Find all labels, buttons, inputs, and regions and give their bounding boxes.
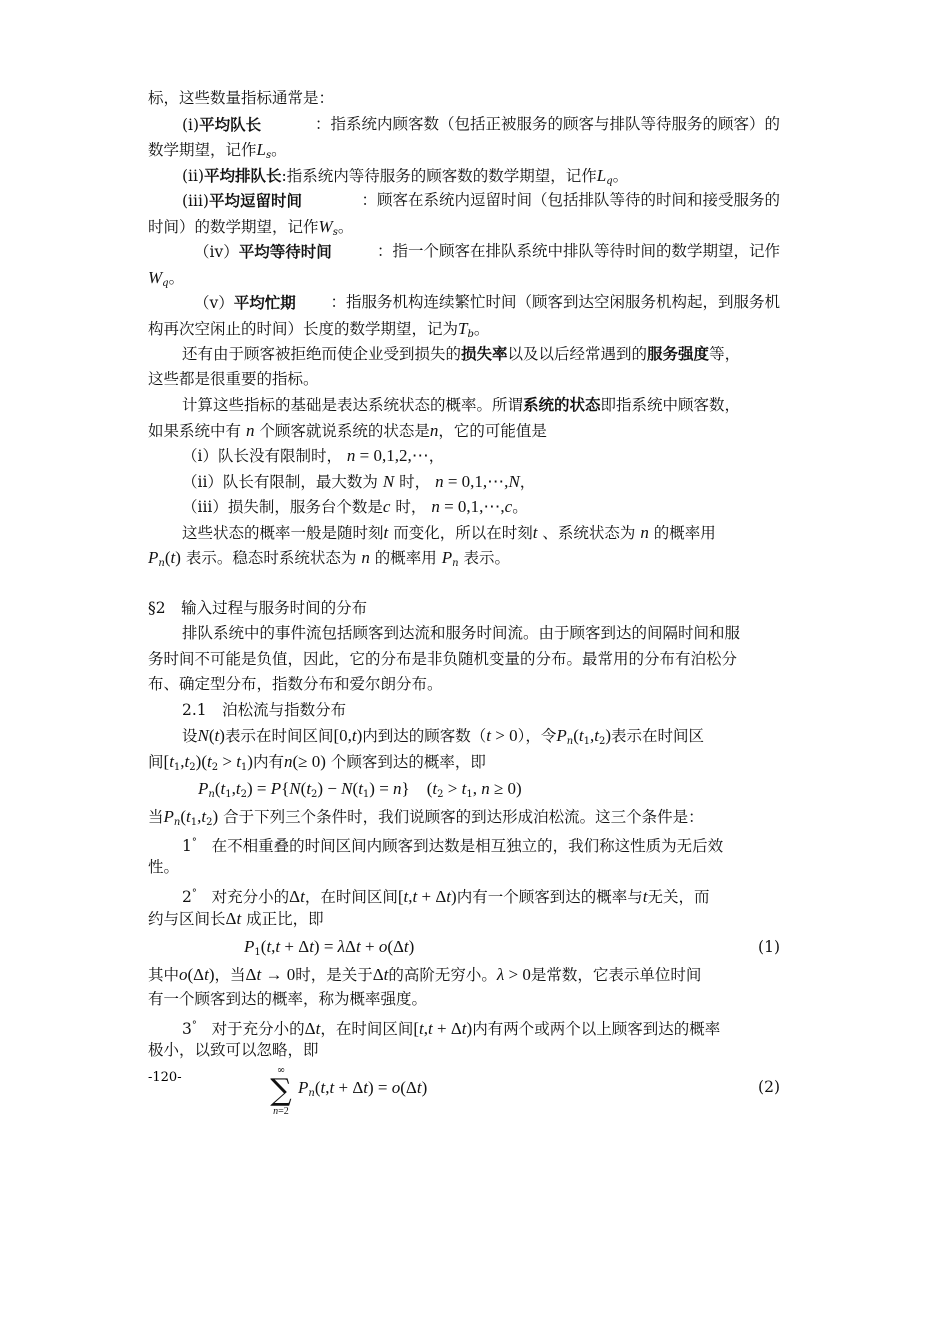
text-line: 布、确定型分布，指数分布和爱尔朗分布。 xyxy=(148,675,443,693)
state-case-3: （iii）损失制，服务台个数是c 时， n = 0,1,⋯,c。 xyxy=(182,497,528,516)
text-line: 构再次空闲止的时间）长度的数学期望，记为$T_b$。 xyxy=(148,318,490,340)
text-line: $P_n(t)$ 表示。稳态时系统状态为 n 的概率用 $P_n$ 表示。 xyxy=(148,548,510,569)
text-line: 标，这些数量指标通常是： xyxy=(148,89,335,107)
text-line: 性。 xyxy=(148,858,180,876)
text-line: 设N(t)表示在时间区间[0,t)内到达的顾客数（t > 0），令$P_n(t_1,t_2)$表示在时间区 xyxy=(182,726,705,747)
text-line: 其中o(Δt)，当Δt → 0时，是关于Δt的高阶无穷小。λ > 0是常数，它表示单位时间 xyxy=(148,964,702,984)
equation-number: (1) xyxy=(758,937,780,956)
condition-3: 3° 对于充分小的Δt，在时间区间[t,t + Δt)内有两个或两个以上顾客到达的概率 xyxy=(182,1018,721,1038)
text-line: 间$[t_1,t_2)(t_2 > t_1)$内有n(≥ 0) 个顾客到达的概率，即 xyxy=(148,751,486,773)
equation-2: ∞ ∑ n=2 $P_n(t,t + \Delta t) = o(\Delta t)$ (2) xyxy=(148,1064,780,1122)
text-line: 当$P_n(t_1,t_2)$ 合于下列三个条件时，我们说顾客的到达形成泊松流。这三个条件是： xyxy=(148,807,704,828)
text-line: 极小，以致可以忽略，即 xyxy=(148,1041,319,1059)
text-line: 时间）的数学期望，记作$W_s$。 xyxy=(148,216,354,238)
text-line: 这些都是很重要的指标。 xyxy=(148,369,319,388)
definition-avg-waiting-queue: (ii)平均排队长:指系统内等待服务的顾客数的数学期望，记作$L_q$。 xyxy=(182,165,629,187)
definition-avg-waiting-time: （iv）平均等待时间 ：指一个顾客在排队系统中排队等待时间的数学期望，记作 xyxy=(194,242,780,261)
definition-avg-busy-period: （v）平均忙期 ：指服务机构连续繁忙时间（顾客到达空闲服务机构起，到服务机 xyxy=(194,293,780,312)
text-line: 排队系统中的事件流包括顾客到达流和服务时间流。由于顾客到达的间隔时间和服 xyxy=(182,624,741,642)
text-line: 务时间不可能是负值，因此，它的分布是非负随机变量的分布。最常用的分布有泊松分 xyxy=(148,649,738,668)
subsection-heading: 2.1 泊松流与指数分布 xyxy=(182,700,347,719)
state-case-2: （ii）队长有限制，最大数为 N 时， n = 0,1,⋯,N， xyxy=(182,471,536,491)
text-line: 有一个顾客到达的概率，称为概率强度。 xyxy=(148,990,428,1008)
summation: ∞ ∑ n=2 xyxy=(270,1064,292,1117)
page-number: -120- xyxy=(148,1070,182,1085)
document-page xyxy=(148,86,780,1122)
text-line: 数学期望，记作$L_s$。 xyxy=(148,140,287,161)
definition-avg-sojourn-time: (iii)平均逗留时间 ：顾客在系统内逗留时间（包括排队等待的时间和接受服务的 xyxy=(182,191,780,210)
text-line: $W_q$。 xyxy=(148,267,185,289)
text-line: 这些状态的概率一般是随时刻t 而变化，所以在时刻t 、系统状态为 n 的概率用 xyxy=(182,522,716,542)
equation-1: $P_1(t,t + \Delta t) = \lambda\Delta t + o(\Delta t)$ (1) xyxy=(148,932,780,962)
state-case-1: （i）队长没有限制时， n = 0,1,2,⋯， xyxy=(182,446,445,465)
poisson-definition-equation: $P_n(t_1,t_2) = P\{N(t_2) - N(t_1) = n\}$ ($t_2 > t_1$, n ≥ 0) xyxy=(198,779,522,800)
section-heading: §2 输入过程与服务时间的分布 xyxy=(148,598,368,617)
text-line: 还有由于顾客被拒绝而使企业受到损失的损失率以及以后经常遇到的服务强度等， xyxy=(182,344,741,363)
condition-2: 2° 对充分小的Δt，在时间区间[t,t + Δt)内有一个顾客到达的概率与t无关，而 xyxy=(182,886,710,906)
definition-avg-queue-length: (i)平均队长 ：指系统内顾客数（包括正被服务的顾客与排队等待服务的顾客）的 xyxy=(182,114,780,134)
text-line: 如果系统中有 n 个顾客就说系统的状态是n，它的可能值是 xyxy=(148,420,547,440)
equation-number: (2) xyxy=(758,1077,780,1096)
text-line: 计算这些指标的基础是表达系统状态的概率。所谓系统的状态即指系统中顾客数， xyxy=(182,395,741,414)
text-line: 约与区间长Δt 成正比，即 xyxy=(148,909,324,928)
condition-1: 1° 在不相重叠的时间区间内顾客到达数是相互独立的，我们称这性质为无后效 xyxy=(182,836,724,855)
